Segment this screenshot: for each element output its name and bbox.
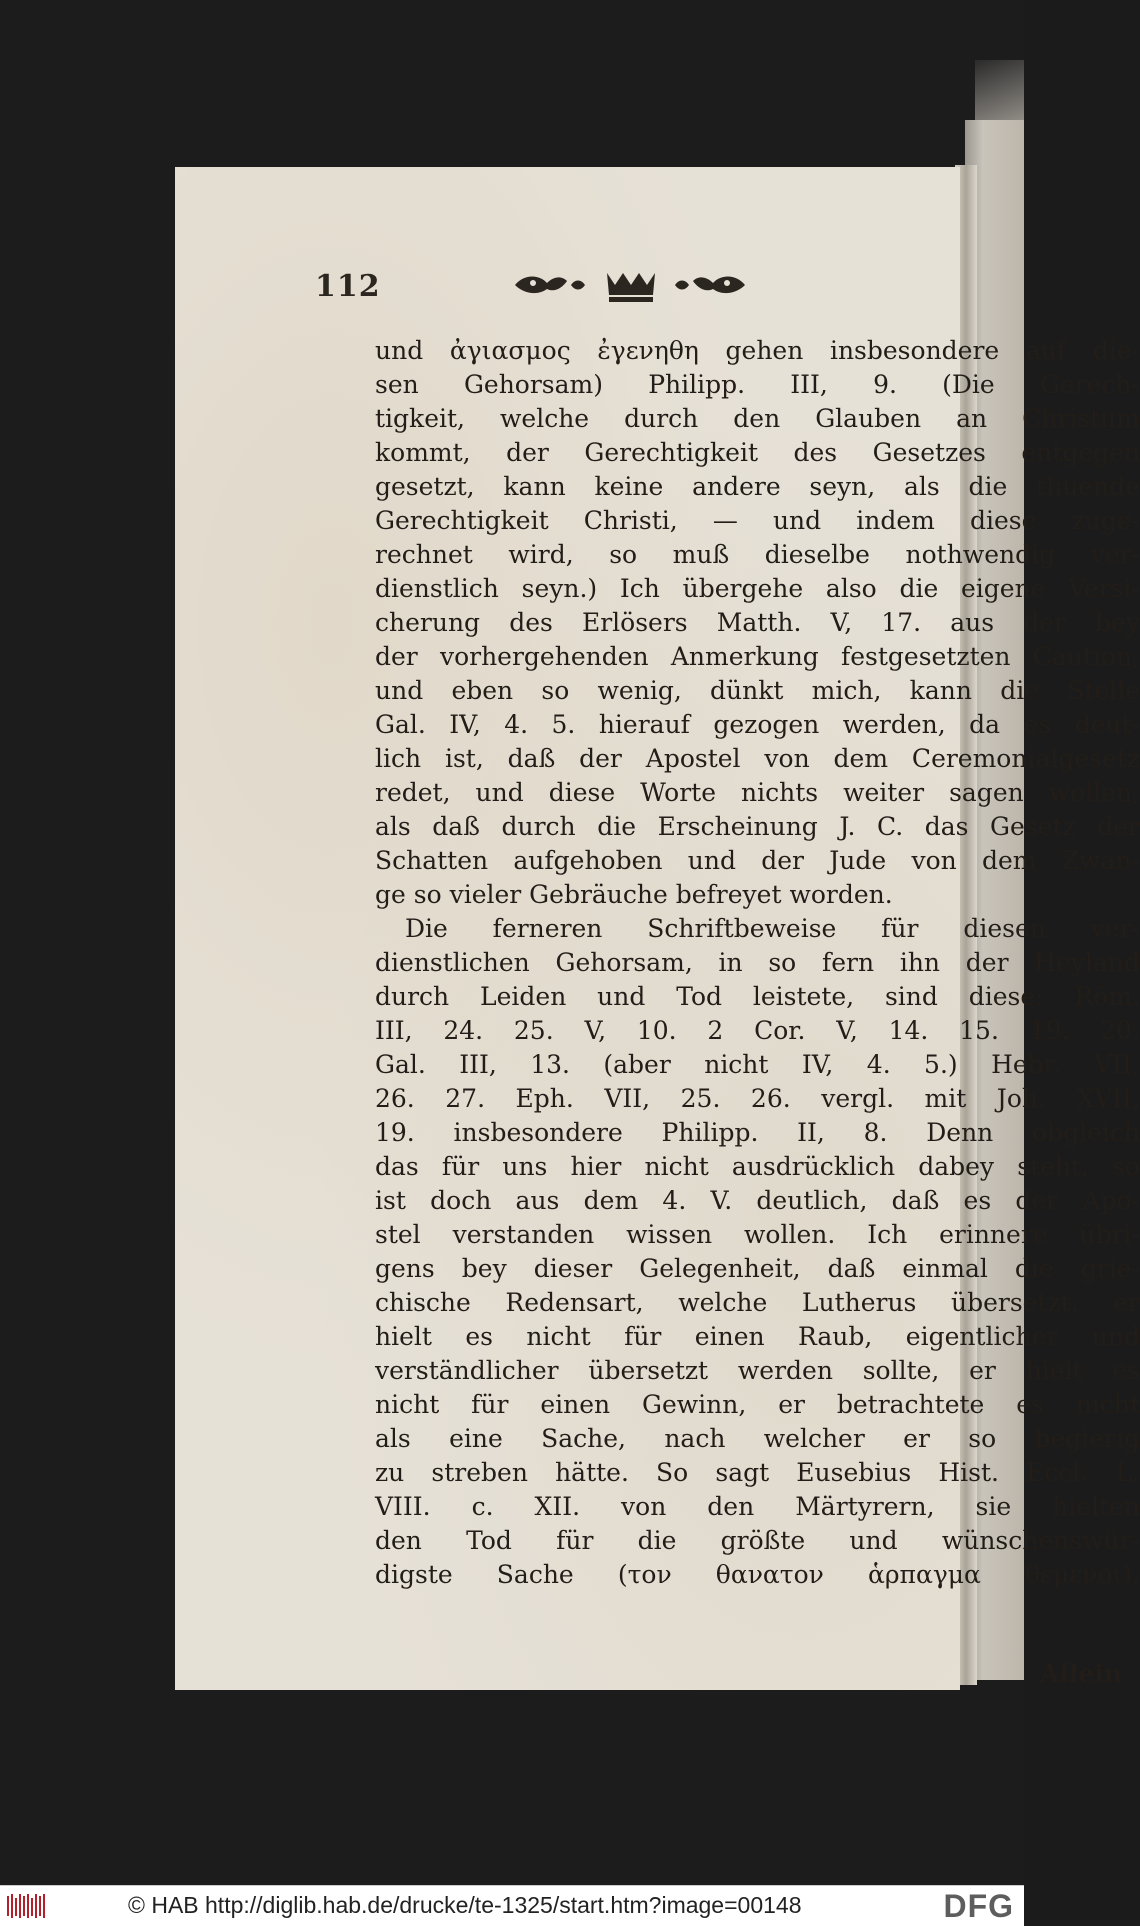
text-line: und eben so wenig, dünkt mich, kann die Stelle [375, 676, 1140, 705]
text-line: 19. insbesondere Philipp. II, 8. Denn obgleich [375, 1118, 1140, 1147]
page-number: 112 [315, 269, 381, 304]
text-line: redet, und diese Worte nichts weiter sagen wollen, [375, 778, 1140, 807]
text-line: dienstlichen Gehorsam, in so fern ihn der Heyland [375, 948, 1140, 977]
text-line: nicht für einen Gewinn, er betrachtete es nicht [375, 1390, 1140, 1419]
dfg-logo: DFG [943, 1888, 1014, 1924]
text-line: rechnet wird, so muß dieselbe nothwendig ver- [375, 540, 1140, 569]
text-line: Schatten aufgehoben und der Jude von dem Zwan- [375, 846, 1140, 875]
text-line: lich ist, daß der Apostel von dem Ceremonialgesetz [375, 744, 1140, 773]
footer-citation: © HAB http://diglib.hab.de/drucke/te-1325/start.htm?image=00148 [128, 1892, 802, 1918]
text-line: digste Sache (τον θανατον ἁρπαγμα θεμενοι). [375, 1560, 1140, 1589]
text-line: den Tod für die größte und wünschenswür- [375, 1526, 1140, 1555]
text-line: Gal. IV, 4. 5. hierauf gezogen werden, da es deut- [375, 710, 1140, 739]
text-line: ge so vieler Gebräuche befreyet worden. [375, 880, 893, 909]
text-line: als eine Sache, nach welcher er so begierig [375, 1424, 1140, 1453]
text-line: verständlicher übersetzt werden sollte, er hielt es [375, 1356, 1140, 1385]
text-line: durch Leiden und Tod leistete, sind diese: Röm. [375, 982, 1140, 1011]
text-line: chische Redensart, welche Lutherus übersetzt, er [375, 1288, 1140, 1317]
text-line: und ἀγιασμος ἐγενηθη gehen insbesondere auf die- [375, 336, 1140, 365]
text-line: gesetzt, kann keine andere seyn, als die thuende [375, 472, 1140, 501]
text-line: Gerechtigkeit Christi, — und indem diese zuge- [375, 506, 1140, 535]
text-line: zu streben hätte. So sagt Eusebius Hist. Eccl. L. [375, 1458, 1140, 1487]
header-ornament [515, 263, 745, 307]
catchword: Allein [1040, 1659, 1122, 1688]
text-line: das für uns hier nicht ausdrücklich dabey steht, so [375, 1152, 1140, 1181]
text-line: gens bey dieser Gelegenheit, daß einmal die grie- [375, 1254, 1140, 1283]
text-line: Die ferneren Schriftbeweise für diesen ver- [405, 914, 1140, 943]
text-line: sen Gehorsam) Philipp. III, 9. (Die Gerech- [375, 370, 1140, 399]
text-line: tigkeit, welche durch den Glauben an Christum [375, 404, 1140, 433]
text-line: cherung des Erlösers Matth. V, 17. aus der bey [375, 608, 1140, 637]
text-line: kommt, der Gerechtigkeit des Gesetzes entgegen [375, 438, 1140, 467]
text-line: hielt es nicht für einen Raub, eigentlicher und [375, 1322, 1140, 1351]
text-line: als daß durch die Erscheinung J. C. das Gesetz der [375, 812, 1140, 841]
text-line: 26. 27. Eph. VII, 25. 26. vergl. mit Joh. XVII, [375, 1084, 1140, 1113]
text-line: stel verstanden wissen wollen. Ich erinnere übri- [375, 1220, 1140, 1249]
text-line: Gal. III, 13. (aber nicht IV, 4. 5.) Hebr. VII, [375, 1050, 1140, 1079]
text-line: VIII. c. XII. von den Märtyrern, sie hielten [375, 1492, 1140, 1521]
hab-logo-icon [6, 1892, 46, 1920]
footer-bar [0, 1885, 1024, 1926]
text-line: der vorhergehenden Anmerkung festgesetzten Caution, [375, 642, 1140, 671]
text-line: ist doch aus dem 4. V. deutlich, daß es der Apo- [375, 1186, 1140, 1215]
text-line: III, 24. 25. V, 10. 2 Cor. V, 14. 15. 19. 20. [375, 1016, 1140, 1045]
text-line: dienstlich seyn.) Ich übergehe also die eigene Versi- [375, 574, 1140, 603]
book-page [175, 167, 1140, 1690]
body-text [375, 334, 1140, 1592]
